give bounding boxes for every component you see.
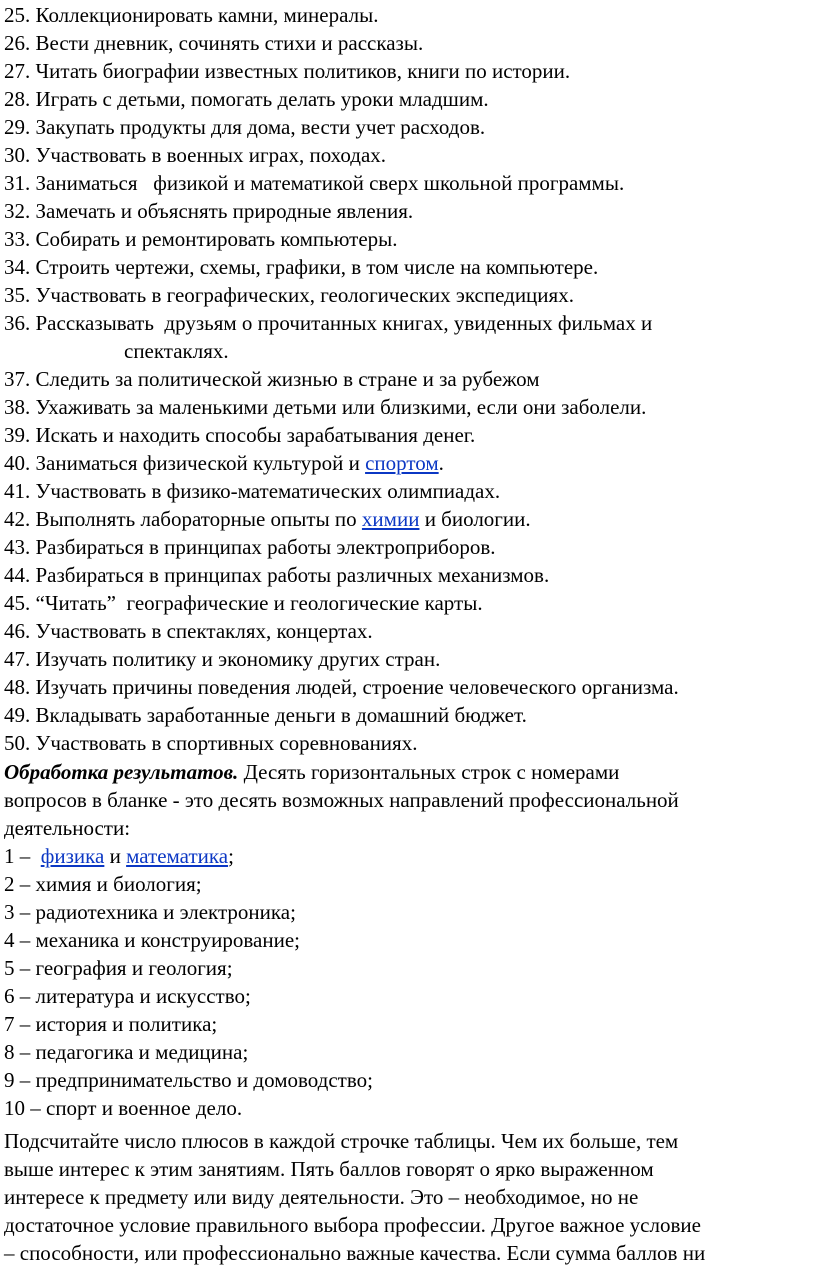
question-41: 41. Участвовать в физико-математических олимпиадах. xyxy=(4,479,501,503)
question-49: 49. Вкладывать заработанные деньги в домашний бюджет. xyxy=(4,703,527,727)
direction-7: 7 – история и политика; xyxy=(4,1012,218,1036)
question-26: 26. Вести дневник, сочинять стихи и рассказы. xyxy=(4,31,424,55)
question-45: 45. “Читать” географические и геологические карты. xyxy=(4,591,483,615)
processing-intro xyxy=(4,759,619,786)
processing-text: Десять горизонтальных строк с номерами xyxy=(238,760,620,784)
direction-3: 3 – радиотехника и электроника; xyxy=(4,900,296,924)
direction-1 xyxy=(4,843,234,870)
question-27: 27. Читать биографии известных политиков, книги по истории. xyxy=(4,59,571,83)
conclusion-line-5: – способности, или профессионально важные качества. Если сумма баллов ни xyxy=(4,1241,706,1265)
direction-5: 5 – география и геология; xyxy=(4,956,233,980)
direction-1-number: 1 – xyxy=(4,844,41,868)
conclusion-line-2: выше интерес к этим занятиям. Пять баллов говорят о ярко выраженном xyxy=(4,1157,654,1181)
direction-1-end: ; xyxy=(228,844,234,868)
question-25: 25. Коллекционировать камни, минералы. xyxy=(4,3,379,27)
question-39: 39. Искать и находить способы зарабатывания денег. xyxy=(4,423,476,447)
question-38: 38. Ухаживать за маленькими детьми или близкими, если они заболели. xyxy=(4,395,647,419)
question-48: 48. Изучать причины поведения людей, строение человеческого организма. xyxy=(4,675,679,699)
question-44: 44. Разбираться в принципах работы различных механизмов. xyxy=(4,563,550,587)
direction-6: 6 – литература и искусство; xyxy=(4,984,251,1008)
question-31: 31. Заниматься физикой и математикой сверх школьной программы. xyxy=(4,171,625,195)
direction-8: 8 – педагогика и медицина; xyxy=(4,1040,249,1064)
conclusion-line-1: Подсчитайте число плюсов в каждой строчке таблицы. Чем их больше, тем xyxy=(4,1129,679,1153)
direction-2: 2 – химия и биология; xyxy=(4,872,202,896)
question-47: 47. Изучать политику и экономику других стран. xyxy=(4,647,441,671)
question-37: 37. Следить за политической жизнью в стране и за рубежом xyxy=(4,367,540,391)
sport-link[interactable]: спортом xyxy=(365,451,439,475)
question-50: 50. Участвовать в спортивных соревнованиях. xyxy=(4,731,418,755)
direction-9: 9 – предпринимательство и домоводство; xyxy=(4,1068,373,1092)
question-30: 30. Участвовать в военных играх, походах. xyxy=(4,143,387,167)
question-43: 43. Разбираться в принципах работы электроприборов. xyxy=(4,535,496,559)
question-42-text: 42. Выполнять лабораторные опыты по xyxy=(4,507,362,531)
question-46: 46. Участвовать в спектаклях, концертах. xyxy=(4,619,373,643)
direction-1-and: и xyxy=(104,844,127,868)
conclusion-line-4: достаточное условие правильного выбора профессии. Другое важное условие xyxy=(4,1213,701,1237)
question-40 xyxy=(4,450,444,477)
processing-heading: Обработка результатов. xyxy=(4,760,239,784)
question-35: 35. Участвовать в географических, геологических экспедициях. xyxy=(4,283,574,307)
direction-4: 4 – механика и конструирование; xyxy=(4,928,300,952)
question-42 xyxy=(4,506,531,533)
question-40-end: . xyxy=(438,451,444,475)
question-29: 29. Закупать продукты для дома, вести учет расходов. xyxy=(4,115,486,139)
processing-line-3: деятельности: xyxy=(4,816,131,840)
conclusion-line-3: интересе к предмету или виду деятельности. Это – необходимое, но не xyxy=(4,1185,639,1209)
question-36: 36. Рассказывать друзьям о прочитанных книгах, увиденных фильмах и xyxy=(4,311,653,335)
question-33: 33. Собирать и ремонтировать компьютеры. xyxy=(4,227,398,251)
question-32: 32. Замечать и объяснять природные явления. xyxy=(4,199,414,223)
question-34: 34. Строить чертежи, схемы, графики, в том числе на компьютере. xyxy=(4,255,599,279)
direction-10: 10 – спорт и военное дело. xyxy=(4,1096,243,1120)
mathematics-link[interactable]: математика xyxy=(126,844,229,868)
question-36-continuation: спектаклях. xyxy=(124,339,229,363)
physics-link[interactable]: физика xyxy=(40,844,105,868)
chemistry-link[interactable]: химии xyxy=(361,507,420,531)
question-42-end: и биологии. xyxy=(419,507,531,531)
processing-line-2: вопросов в бланке - это десять возможных направлений профессиональной xyxy=(4,788,679,812)
question-40-text: 40. Заниматься физической культурой и xyxy=(4,451,366,475)
question-28: 28. Играть с детьми, помогать делать уроки младшим. xyxy=(4,87,489,111)
